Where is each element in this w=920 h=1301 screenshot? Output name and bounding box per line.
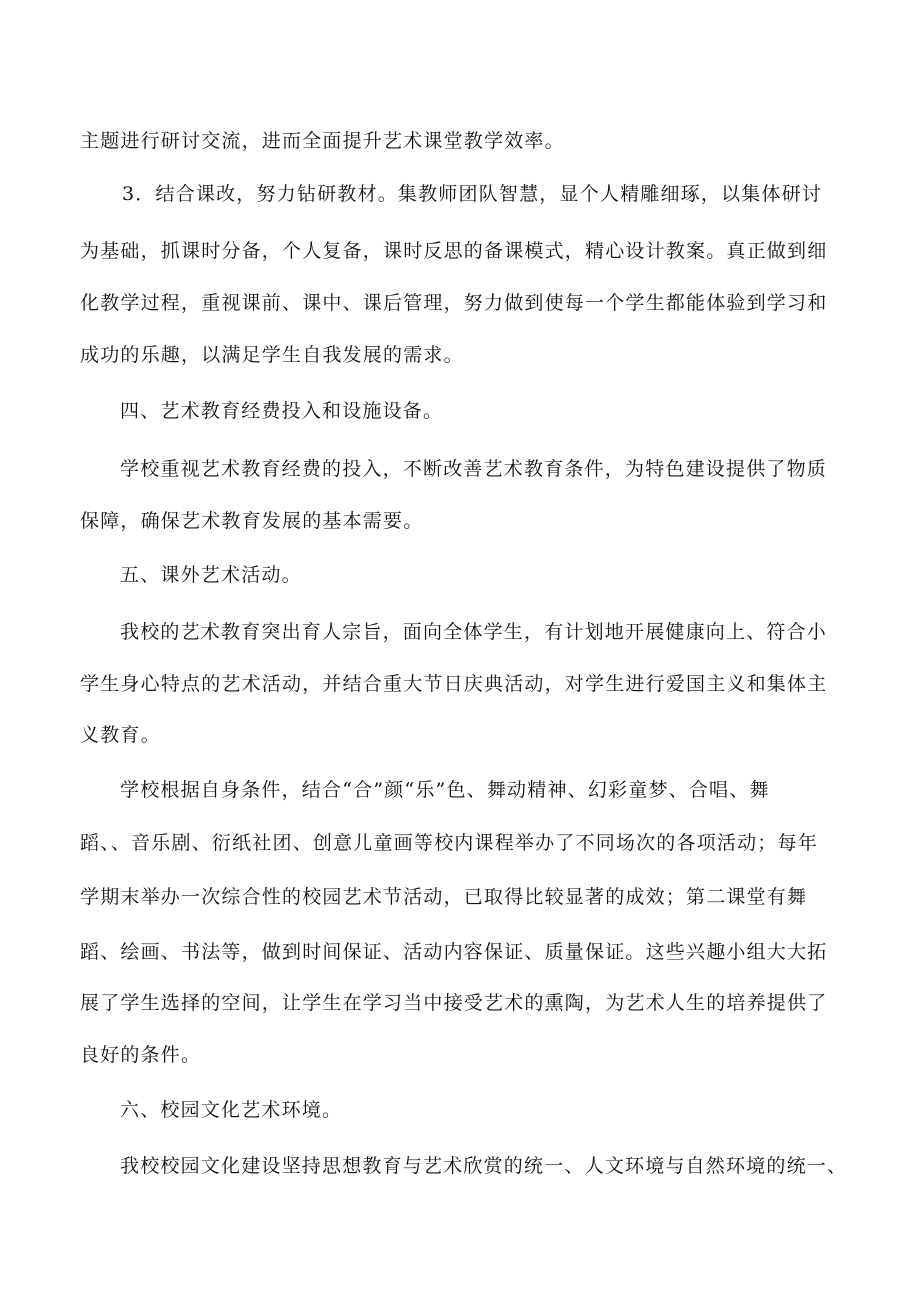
text-line-16: 蹈、绘画、书法等，做到时间保证、活动内容保证、质量保证。这些兴趣小组大大拓: [80, 941, 828, 963]
text-line-4: 化教学过程，重视课前、课中、课后管理，努力做到使每一个学生都能体验到学习和: [80, 292, 828, 314]
text-line-8: 保障，确保艺术教育发展的基本需要。: [80, 510, 424, 532]
text-line-3: 为基础，抓课时分备，个人复备，课时反思的备课模式，精心设计教案。真正做到细: [80, 240, 828, 262]
text-line-14: 蹈、、音乐剧、衍纸社团、创意儿童画等校内课程举办了不同场次的各项活动；每年: [80, 832, 818, 854]
text-line-1: 主题进行研讨交流，进而全面提升艺术课堂教学效率。: [80, 130, 565, 152]
section-heading-6: 六、校园文化艺术环境。: [120, 1099, 343, 1121]
text-line-2: 3．结合课改，努力钻研教材。集教师团队智慧，显个人精雕细琢，以集体研讨: [122, 183, 823, 205]
text-line-18: 良好的条件。: [80, 1044, 202, 1066]
text-line-7: 学校重视艺术教育经费的投入，不断改善艺术教育条件，为特色建设提供了物质: [120, 458, 828, 480]
text-line-5: 成功的乐趣，以满足学生自我发展的需求。: [80, 344, 464, 366]
section-heading-5: 五、课外艺术活动。: [120, 564, 302, 586]
text-line-12: 义教育。: [80, 724, 161, 746]
text-line-15: 学期末举办一次综合性的校园艺术节活动，已取得比较显著的成效；第二课堂有舞: [80, 886, 808, 908]
text-line-20: 我校校园文化建设坚持思想教育与艺术欣赏的统一、人文环境与自然环境的统一、: [120, 1155, 848, 1177]
text-line-17: 展了学生选择的空间，让学生在学习当中接受艺术的熏陶，为艺术人生的培养提供了: [80, 992, 828, 1014]
section-heading-4: 四、艺术教育经费投入和设施设备。: [120, 400, 444, 422]
text-line-10: 我校的艺术教育突出育人宗旨，面向全体学生，有计划地开展健康向上、符合小: [120, 621, 828, 643]
text-line-11: 学生身心特点的艺术活动，并结合重大节日庆典活动，对学生进行爱国主义和集体主: [80, 673, 828, 695]
text-line-13: 学校根据自身条件，结合“合”颜“乐”色、舞动精神、幻彩童梦、合唱、舞: [120, 779, 770, 801]
